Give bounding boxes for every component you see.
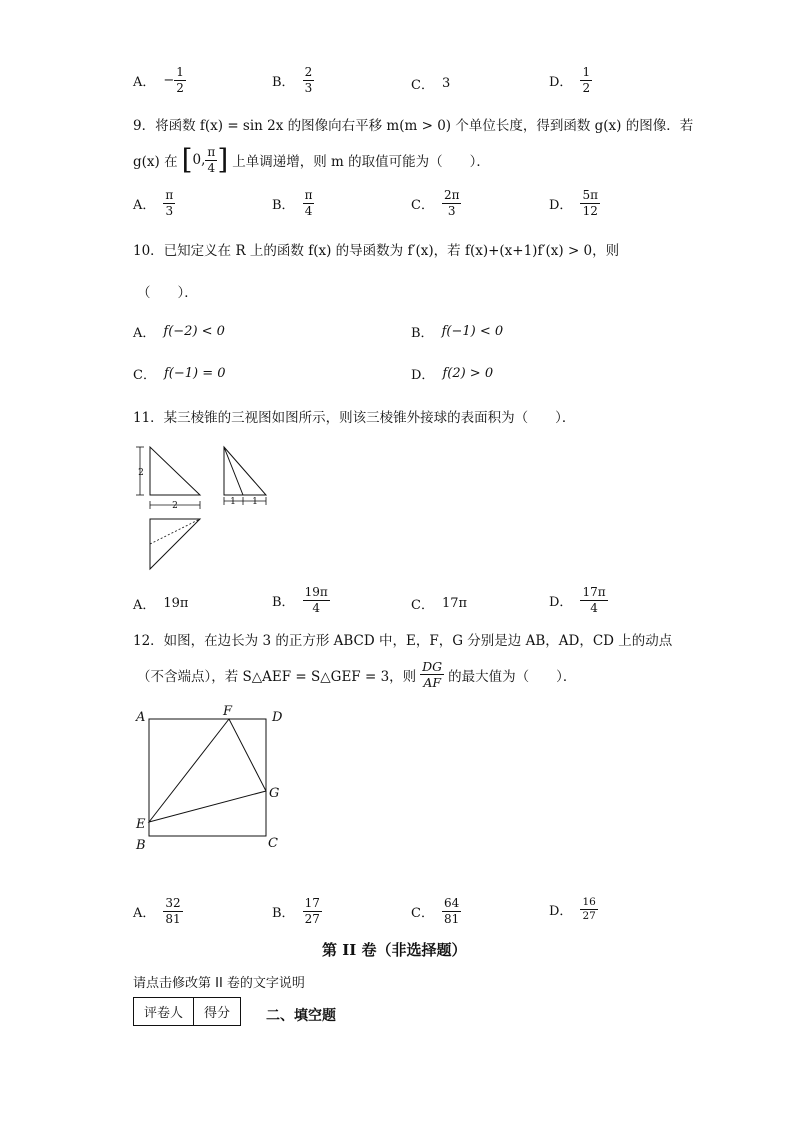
- q9-option-d: D． $\frac{5\pi}{12}$: [549, 188, 598, 218]
- section-note[interactable]: 请点击修改第 II 卷的文字说明: [133, 976, 305, 991]
- dim-height: 2: [138, 468, 144, 478]
- point-c-label: C: [268, 836, 278, 851]
- score-cell: 得分: [194, 998, 241, 1026]
- triangle-efg: [149, 719, 266, 822]
- three-view-diagram: [130, 435, 280, 575]
- q12-option-b: B． $\frac{17}{27}$: [272, 896, 320, 926]
- dim-base: 2: [172, 501, 178, 511]
- q8-option-d: D． $\frac{1}{2}$: [549, 65, 591, 95]
- point-b-label: B: [136, 838, 146, 853]
- q10-option-d: D． f(2) > 0: [411, 366, 494, 383]
- section-title: 第 II 卷（非选择题）: [322, 941, 467, 959]
- q9-stem-line1: 9．将函数 f(x) = sin 2x 的图像向右平移 m(m > 0) 个单位长度，得到函数 g(x) 的图像．若: [133, 118, 694, 134]
- q12-stem-line1: 12．如图，在边长为 3 的正方形 ABCD 中，E，F，G 分别是边 AB，AD，CD 上的动点: [133, 633, 673, 649]
- q8-option-b: B． $\frac{2}{3}$: [272, 65, 313, 95]
- q9-option-c: C． $\frac{2\pi}{3}$: [411, 188, 460, 218]
- point-g-label: G: [269, 786, 280, 801]
- q11-option-b: B． $\frac{19\pi}{4}$: [272, 585, 328, 615]
- q11-option-c: C． 17π: [411, 596, 468, 613]
- q12-stem-line2: （不含端点），若 S△AEF = S△GEF = 3，则 $\frac{DG}{AF}$ 的最大值为（ ）．: [137, 659, 577, 691]
- q8-option-c: C． 3: [411, 76, 451, 93]
- front-view-triangle: [150, 447, 200, 495]
- square-abcd: [149, 719, 266, 836]
- point-d-label: D: [272, 710, 283, 725]
- top-view-triangle: [150, 519, 200, 569]
- grader-cell: 评卷人: [134, 998, 194, 1026]
- score-table: [133, 997, 241, 1026]
- fraction: $\frac{1}{2}$: [582, 65, 591, 95]
- point-e-label: E: [136, 817, 146, 832]
- q10-stem-line1: 10．已知定义在 R 上的函数 f(x) 的导函数为 f′(x)，若 f(x)+(x+1)f′(x) > 0，则: [133, 243, 620, 259]
- q12-option-c: C． $\frac{64}{81}$: [411, 896, 460, 926]
- q12-option-d: D． $\frac{16}{27}$: [549, 896, 596, 923]
- q9-option-a: A． $\frac{\pi}{3}$: [133, 188, 174, 218]
- q11-option-a: A． 19π: [133, 596, 189, 613]
- q10-option-b: B． f(−1) < 0: [411, 324, 504, 341]
- side-view-triangle: [224, 447, 266, 495]
- point-a-label: A: [136, 710, 146, 725]
- q10-option-a: A． f(−2) < 0: [133, 324, 225, 341]
- q11-stem: 11．某三棱锥的三视图如图所示，则该三棱锥外接球的表面积为（ ）．: [133, 410, 576, 426]
- fraction: $\frac{1}{2}$: [176, 65, 184, 95]
- q8-option-a: A． − $\frac{1}{2}$: [133, 65, 184, 95]
- point-f-label: F: [223, 704, 233, 719]
- q10-stem-line2: （ ）．: [137, 285, 198, 301]
- q10-option-c: C． f(−1) = 0: [133, 366, 226, 383]
- square-diagram: [130, 700, 300, 860]
- q12-option-a: A． $\frac{32}{81}$: [133, 896, 181, 926]
- q11-option-d: D． $\frac{17\pi}{4}$: [549, 585, 606, 615]
- dim-right: 1: [252, 497, 258, 507]
- fraction: $\frac{2}{3}$: [304, 65, 313, 95]
- q9-stem-line2: g(x) 在 [ 0, $\frac{\pi}{4}$ ] 上单调递增，则 m 的取值可能为（ ）．: [133, 143, 490, 177]
- interval: [ 0, $\frac{\pi}{4}$ ]: [181, 143, 229, 177]
- dim-left: 1: [230, 497, 236, 507]
- fill-blank-heading: 二、填空题: [266, 1008, 336, 1024]
- q9-option-b: B． $\frac{\pi}{4}$: [272, 188, 313, 218]
